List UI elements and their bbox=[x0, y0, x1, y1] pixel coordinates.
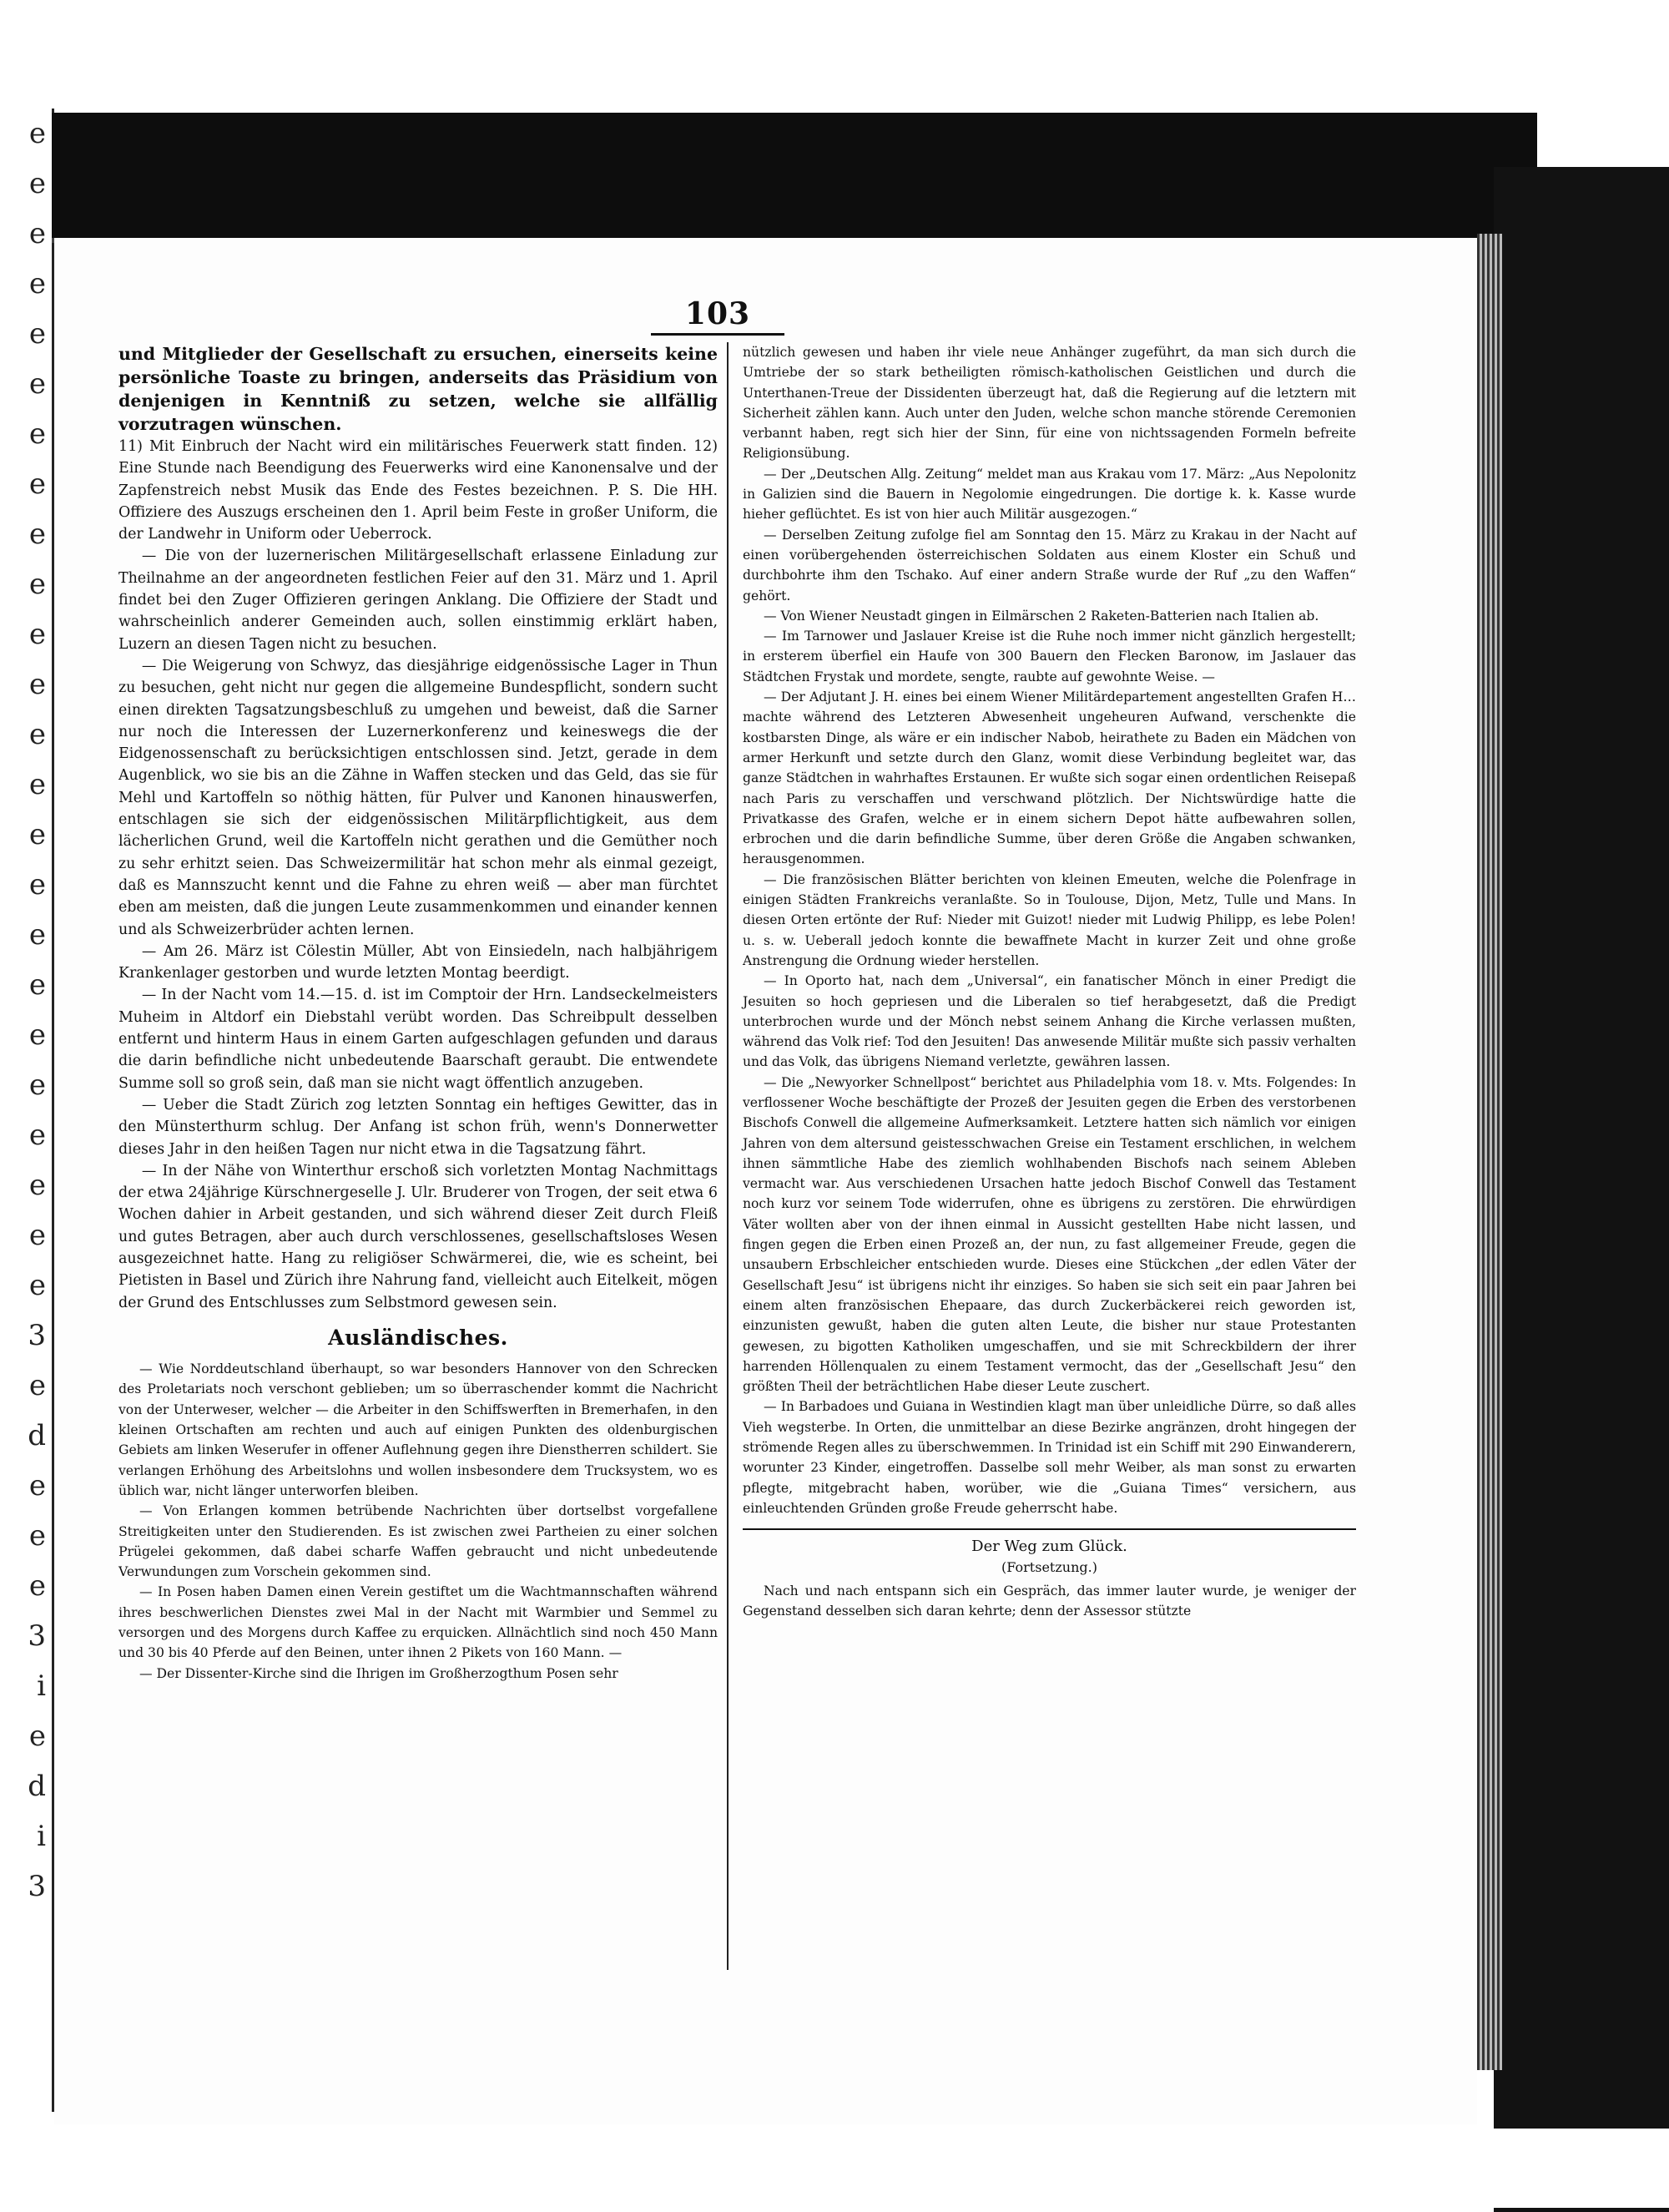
margin-letter: i bbox=[37, 1820, 46, 1853]
margin-letter: e bbox=[28, 518, 46, 551]
margin-letter: e bbox=[28, 668, 46, 701]
margin-letter: 3 bbox=[28, 1619, 46, 1653]
margin-letter: e bbox=[28, 1720, 46, 1753]
margin-letter: e bbox=[28, 618, 46, 651]
left-column bbox=[118, 342, 718, 1684]
foreign-news-paragraph: — Im Tarnower und Jaslauer Kreise ist die Ruhe noch immer nicht gänzlich hergestellt; in ersterem überfiel ein Haufe von 300 Bauern den Flecken Baronow, im Jaslauer das Städtchen Frystak und mordete, sengte, raubte auf gewohnte Weise. — bbox=[743, 629, 1356, 684]
foreign-news-paragraph: — Von Wiener Neustadt gingen in Eilmärschen 2 Raketen-Batterien nach Italien ab. bbox=[763, 608, 1319, 624]
margin-letter: i bbox=[37, 1669, 46, 1703]
book-page-edges bbox=[1477, 234, 1502, 2070]
right-column bbox=[743, 342, 1356, 1621]
margin-letter: e bbox=[28, 1219, 46, 1252]
foreign-news-paragraph: — Der Adjutant J. H. eines bei einem Wiener Militärdepartement angestellten Grafen H… machte während des Letzteren Abwesenheit ungeheuren Aufwand, verschenkte die kostbarsten Dinge, als wäre er ein indischer Nabob, heirathete zu Baden ein Mädchen von armer Herkunft und setzte durch den Glanz, womit diese Verbindung begleitet war, das ganze Städtchen in wahrhaftes Erstaunen. Er wußte sich sogar einen ordentlichen Reisepaß nach Paris zu verschaffen und verschwand plötzlich. Der Nichtswürdige hatte die Privatkasse des Grafen, welche er in einem sichern Depot hätte aufbewahren sollen, erbrochen und die darin befindliche Summe, über deren Größe die Angaben schwanken, herausgenommen. bbox=[743, 689, 1356, 867]
column-divider bbox=[727, 342, 729, 1970]
margin-letter: d bbox=[28, 1419, 46, 1452]
foreign-news-paragraph: — Von Erlangen kommen betrübende Nachrichten über dortselbst vorgefallene Streitigkeiten unter den Studierenden. Es ist zwischen zwei Partheien zu einer solchen Prügelei gekommen, daß dabei scharfe Waffen gebraucht und nicht unbedeutende Verwundungen zum Vorschein gekommen sind. bbox=[118, 1503, 718, 1580]
section-rule bbox=[743, 1528, 1356, 1530]
foreign-news-paragraph: — In Oporto hat, nach dem „Universal“, ein fanatischer Mönch in einer Predigt die Jesuiten so hoch gepriesen und die Liberalen so tief herabgesetzt, daß die Predigt unterbrochen wurde und der Mönch nebst seinem Anhang die Kirche verlassen mußten, während das Volk rief: Tod den Jesuiten! Das anwesende Militär mußte sich passiv verhalten und das Volk, das übrigens Niemand verletzte, gewähren lassen. bbox=[743, 973, 1356, 1070]
scan-bottom-margin bbox=[0, 2129, 1669, 2208]
margin-letter: e bbox=[28, 1269, 46, 1302]
margin-letter: e bbox=[28, 1369, 46, 1402]
article-paragraph: — Die von der luzernerischen Militärgesellschaft erlassene Einladung zur Theilnahme an der angeordneten festlichen Feier auf den 31. März und 1. April findet bei den Zuger Offizieren geringen Anklang. Die Offiziere der Stadt und wahrscheinlich anderer Gemeinden auch, sollen einstimmig erklärt haben, Luzern an diesen Tagen nicht zu besuchen. bbox=[118, 548, 718, 653]
margin-letter: e bbox=[28, 568, 46, 601]
foreign-news-paragraph: — Der Dissenter-Kirche sind die Ihrigen im Großherzogthum Posen sehr bbox=[139, 1665, 618, 1681]
article-paragraph: 11) Mit Einbruch der Nacht wird ein militärisches Feuerwerk statt finden. 12) Eine Stunde nach Beendigung des Feuerwerks wird eine Kanonensalve und der Zapfenstreich nebst Musik das Ende des Festes bezeichnen. P. S. Die HH. Offiziere des Auszugs erscheinen den 1. April beim Feste in großer Uniform, die der Landwehr in Uniform oder Ueberrock. bbox=[118, 438, 718, 543]
margin-letter: 3 bbox=[28, 1870, 46, 1903]
article-paragraph: — Am 26. März ist Cölestin Müller, Abt von Einsiedeln, nach halbjährigem Krankenlager gestorben und wurde letzten Montag beerdigt. bbox=[118, 942, 718, 982]
page-number: 103 bbox=[651, 296, 784, 336]
margin-letter: e bbox=[28, 1469, 46, 1502]
story-title: Der Weg zum Glück. bbox=[971, 1538, 1127, 1556]
foreign-news-paragraph: — Die „Newyorker Schnellpost“ berichtet aus Philadelphia vom 18. v. Mts. Folgendes: In verflossener Woche beschäftigte der Prozeß der Jesuiten gegen die Erben des verstorbenen Bischofs Conwell die allgemeine Aufmerksamkeit. Letztere hatten sich nämlich vor einigen Jahren von dem altersund geistesschwachen Greise ein Testament erschlichen, in welchem ihnen sämmtliche Habe des ziemlich wohlhabenden Bischofs nach seinem Ableben vermacht war. Aus verschiedenen Ursachen hatte jedoch Bischof Conwell das Testament noch kurz vor seinem Tode widerrufen, ohne es übrigens zu zerstören. Die ehrwürdigen Väter wollten aber von der ihnen einmal in Aussicht gestellten Habe nicht lassen, und fingen gegen die Erben einen Prozeß an, der nun, zu fast allgemeiner Freude, gegen die unsaubern Erbschleicher entschieden wurde. Dieses eine Stückchen „der edlen Väter der Gesellschaft Jesu“ ist übrigens nicht ihr einziges. So haben sie sich seit ein paar Jahren bei einem alten französischen Ehepaare, das durch Zuckerbäckerei reich geworden ist, einzunisten gewußt, haben die guten alten Leute, die bisher nur staue Protestanten gewesen, zu bigotten Katholiken umgeschaffen, und sie mit Schreckbildern der ihrer harrenden Höllenqualen zu einem Testament vermocht, das der „Gesellschaft Jesu“ den größten Theil der beträchtlichen Habe dieser Leute zuschert. bbox=[743, 1074, 1356, 1395]
foreign-news-paragraph: — Der „Deutschen Allg. Zeitung“ meldet man aus Krakau vom 17. März: „Aus Nepolonitz in Galizien sind die Bauern in Negolomie eingedrungen. Die dortige k. k. Kasse wurde hieher geflüchtet. Es ist von hier auch Militär ausgezogen.“ bbox=[743, 466, 1356, 523]
margin-letter: e bbox=[28, 1169, 46, 1202]
adjacent-page-fragment bbox=[0, 109, 46, 2112]
scan-top-margin bbox=[0, 0, 1669, 109]
margin-letter: e bbox=[28, 718, 46, 751]
foreign-news-paragraph: — In Posen haben Damen einen Verein gestiftet um die Wachtmannschaften während ihres beschwerlichen Dienstes zwei Mal in der Nacht mit Warmbier und Semmel zu versorgen und des Morgens durch Kaffee zu erquicken. Allnächtlich sind noch 450 Mann und 30 bis 40 Pferde auf den Beinen, unter ihnen 2 Pikets von 160 Mann. — bbox=[118, 1584, 718, 1661]
margin-letter: e bbox=[28, 768, 46, 801]
margin-letter: e bbox=[28, 1119, 46, 1152]
section-title-auslaendisches: Ausländisches. bbox=[328, 1325, 508, 1350]
margin-letter: e bbox=[28, 1519, 46, 1553]
margin-letter: e bbox=[28, 267, 46, 300]
margin-letter: d bbox=[28, 1770, 46, 1803]
foreign-news-paragraph: — Wie Norddeutschland überhaupt, so war besonders Hannover von den Schrecken des Proletariats noch verschont geblieben; um so überraschender kommt die Nachricht von der Unterweser, welcher — die Arbeiter in den Schiffswerften in Bremerhafen, in den kleinen Ortschaften am rechten und auch auf einigen Punkten des oldenburgischen Gebiets am linken Weserufer in offener Auflehnung gegen ihre Dienstherren schildert. Sie verlangen Erhöhung des Arbeitslohns und wollen insbesondere dem Trucksystem, wo es üblich war, nicht länger unterworfen bleiben. bbox=[118, 1361, 718, 1498]
margin-letter: 3 bbox=[28, 1319, 46, 1352]
margin-letter: e bbox=[28, 818, 46, 851]
margin-letter: e bbox=[28, 467, 46, 501]
foreign-news-paragraph: nützlich gewesen und haben ihr viele neue Anhänger zugeführt, da man sich durch die Umtriebe der so stark betheiligten römisch-katholischen Geistlichen und durch die Unterthanen-Treue der Dissidenten überzeugt hat, daß die Regierung auf die letztern mit Sicherheit zählen kann. Auch unter den Juden, welche schon manche störende Ceremonien verbannt haben, regt sich hier der Sinn, für eine von nichtssagenden Formeln befreite Religionsübung. bbox=[743, 345, 1356, 462]
margin-letter: e bbox=[28, 217, 46, 250]
margin-letter: e bbox=[28, 167, 46, 200]
margin-letter: e bbox=[28, 367, 46, 401]
article-paragraph: — Ueber die Stadt Zürich zog letzten Sonntag ein heftiges Gewitter, das in den Münsterthurm schlug. Der Anfang ist schon früh, wenn's Donnerwetter dieses Jahr in den heißen Tagen nur nicht etwa in die Tagsatzung fährt. bbox=[118, 1096, 718, 1158]
scan-right-shadow bbox=[1494, 167, 1669, 2212]
article-paragraph: — Die Weigerung von Schwyz, das diesjährige eidgenössische Lager in Thun zu besuchen, geht nicht nur gegen die allgemeine Bundespflicht, sondern sucht einen direkten Tagsatzungsbeschluß zu umgehen und beweist, daß die Sarner nur noch die Interessen der Luzernerkonferenz und keineswegs die der Eidgenossenschaft zu berücksichtigen entschlossen sind. Jetzt, gerade in dem Augenblick, wo sie bis an die Zähne in Waffen stecken und das Geld, das sie für Mehl und Kartoffeln so nöthig hätten, für Pulver und Kanonen hinauswerfen, entschlagen sie sich der eidgenössischen Militärpflichtigkeit, aus dem lächerlichen Grund, weil die Kartoffeln nicht gerathen und die Gemüther noch zu sehr erhitzt seien. Das Schweizermilitär hat schon mehr als einmal gezeigt, daß es Mannszucht kennt und die Fahne zu ehren weiß — aber man fürchtet eben am meisten, daß die jungen Leute zusammenkommen und einander kennen und als Schweizerbrüder achten lernen. bbox=[118, 657, 718, 938]
article-paragraph: — In der Nacht vom 14.—15. d. ist im Comptoir der Hrn. Landseckelmeisters Muheim in Altdorf ein Diebstahl verübt worden. Das Schreibpult desselben entfernt und hinterm Haus in einem Garten aufgeschlagen gefunden und daraus die darin befindliche nicht unbedeutende Baarschaft geraubt. Die entwendete Summe soll so groß sein, daß man sie nicht wagt öffentlich anzugeben. bbox=[118, 987, 718, 1092]
foreign-news-paragraph: — Derselben Zeitung zufolge fiel am Sonntag den 15. März zu Krakau in der Nacht auf einen vorübergehenden österreichischen Soldaten aus einem Kloster ein Schuß und durchbohrte ihm den Tschako. Auf einer andern Straße wurde der Ruf „zu den Waffen“ gehört. bbox=[743, 527, 1356, 604]
margin-letter: e bbox=[28, 1068, 46, 1102]
article-paragraph: — In der Nähe von Winterthur erschoß sich vorletzten Montag Nachmittags der etwa 24jährige Kürschnergeselle J. Ulr. Bruderer von Trogen, der seit etwa 6 Wochen dahier in Arbeit gestanden, und sich während dieser Zeit durch Fleiß und gutes Betragen, aber auch durch verschlossenes, gesellschaftsloses Wesen ausgezeichnet hatte. Hang zu religiöser Schwärmerei, die, wie es scheint, bei Pietisten in Basel und Zürich ihre Nahrung fand, vielleicht auch Eitelkeit, mögen der Grund des Entschlusses zum Selbstmord gewesen sein. bbox=[118, 1162, 718, 1311]
margin-letter: e bbox=[28, 417, 46, 451]
lead-bold-text: und Mitglieder der Gesellschaft zu ersuchen, einerseits keine persönliche Toaste zu bringen, anderseits das Präsidium von denjenigen in Kenntniß zu setzen, welche sie allfällig vorzutragen wünschen. bbox=[118, 344, 718, 434]
margin-letter: e bbox=[28, 968, 46, 1002]
story-subtitle: (Fortsetzung.) bbox=[1001, 1558, 1097, 1575]
margin-letter: e bbox=[28, 918, 46, 952]
story-paragraph: Nach und nach entspann sich ein Gespräch, das immer lauter wurde, je weniger der Gegenstand desselben sich daran kehrte; denn der Assessor stützte bbox=[743, 1583, 1356, 1619]
scan-top-shadow bbox=[52, 113, 1537, 243]
foreign-news-paragraph: — Die französischen Blätter berichten von kleinen Emeuten, welche die Polenfrage in einigen Städten Frankreichs veranlaßte. So in Toulouse, Dijon, Metz, Tulle und Mans. In diesen Orten ertönte der Ruf: Nieder mit Guizot! nieder mit Ludwig Philipp, es lebe Polen! u. s. w. Ueberall jedoch konnte die bewaffnete Macht in kurzer Zeit und ohne große Anstrengung die Ordnung wieder herstellen. bbox=[743, 871, 1356, 968]
foreign-news-paragraph: — In Barbadoes und Guiana in Westindien klagt man über unleidliche Dürre, so daß alles Vieh wegsterbe. In Orten, die unmittelbar an diese Bezirke angränzen, droht hingegen der strömende Regen alles zu überschwemmen. In Trinidad ist ein Schiff mit 290 Einwanderern, worunter 23 Kinder, eingetroffen. Dasselbe soll mehr Weiber, als man sonst zu erwarten pflegte, mitgebracht haben, worüber, wie die „Guiana Times“ versichern, aus einleuchtenden Gründen große Freude geherrscht habe. bbox=[743, 1399, 1356, 1516]
margin-letter: e bbox=[28, 868, 46, 901]
margin-letter: e bbox=[28, 1018, 46, 1052]
margin-letter: e bbox=[28, 317, 46, 351]
margin-letter: e bbox=[28, 1569, 46, 1603]
margin-letter: e bbox=[28, 117, 46, 150]
